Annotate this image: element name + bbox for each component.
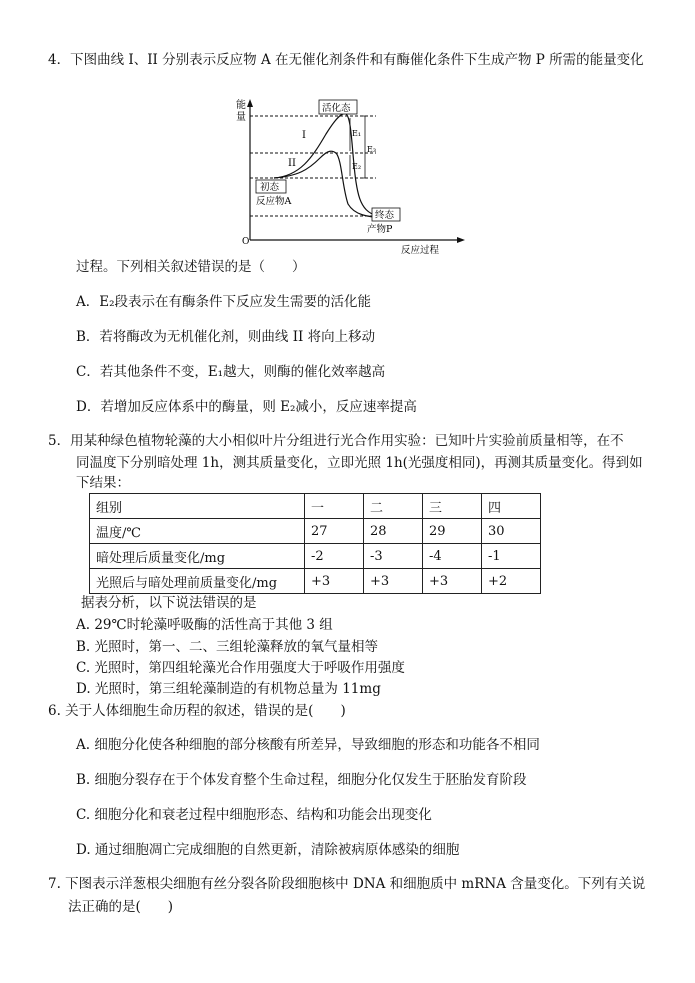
reactant-label: 反应物A	[256, 196, 292, 207]
q6-option-d: D. 通过细胞凋亡完成细胞的自然更新，清除被病原体感染的细胞	[76, 842, 460, 858]
q7-stem-line1: 7. 下图表示洋葱根尖细胞有丝分裂各阶段细胞核中 DNA 和细胞质中 mRNA 含量变化。下列有关说	[48, 876, 646, 892]
table-cell: 27	[305, 519, 364, 544]
table-cell: 29	[423, 519, 482, 544]
origin-label: O	[242, 237, 250, 247]
curve-I-label: I	[302, 130, 306, 141]
table-cell: +3	[305, 569, 364, 594]
x-axis-arrow	[457, 237, 465, 243]
e1-label: E₁	[352, 129, 362, 138]
table-cell: 四	[482, 494, 541, 519]
table-cell: 光照后与暗处理前质量变化/mg	[90, 569, 305, 594]
table-cell: 组别	[90, 494, 305, 519]
q4-option-a: A．E₂段表示在有酶条件下反应发生需要的活化能	[76, 294, 372, 310]
table-cell: 暗处理后质量变化/mg	[90, 544, 305, 569]
curve-II-label: II	[288, 158, 296, 169]
table-cell: 二	[364, 494, 423, 519]
final-state-label: 终态	[375, 210, 395, 221]
q5-lead: 据表分析，以下说法错误的是	[81, 595, 257, 611]
table-cell: 三	[423, 494, 482, 519]
q6-option-b: B. 细胞分裂存在于个体发育整个生命过程，细胞分化仅发生于胚胎发育阶段	[76, 772, 527, 788]
y-label-2: 量	[236, 112, 246, 123]
q5-stem-line1: 5．用某种绿色植物轮藻的大小相似叶片分组进行光合作用实验：已知叶片实验前质量相等，在不	[48, 433, 624, 449]
table-row	[90, 519, 541, 544]
e2-label: E₂	[352, 162, 362, 171]
initial-state-label: 初态	[260, 182, 280, 193]
y-axis-arrow	[247, 99, 253, 107]
q4-energy-diagram	[228, 96, 468, 258]
q4-stem-line1: 4．下图曲线 I、II 分别表示反应物 A 在无催化剂条件和有酶催化条件下生成产物 P 所需的能量变化	[48, 52, 644, 68]
q4-option-b: B．若将酶改为无机催化剂，则曲线 II 将向上移动	[76, 329, 376, 345]
table-row	[90, 569, 541, 594]
q4-stem-line2: 过程。下列相关叙述错误的是（ ）	[76, 259, 306, 275]
q6-option-c: C. 细胞分化和衰老过程中细胞形态、结构和功能会出现变化	[76, 807, 432, 823]
q4-option-d: D．若增加反应体系中的酶量，则 E₂减小，反应速率提高	[76, 399, 417, 415]
table-cell: +2	[482, 569, 541, 594]
table-cell: -4	[423, 544, 482, 569]
table-cell: -1	[482, 544, 541, 569]
table-cell: 30	[482, 519, 541, 544]
q4-option-c: C．若其他条件不变，E₁越大，则酶的催化效率越高	[76, 364, 386, 380]
table-cell: -2	[305, 544, 364, 569]
q5-option-d: D. 光照时，第三组轮藻制造的有机物总量为 11mg	[76, 681, 381, 697]
activated-state-label: 活化态	[322, 103, 351, 114]
q7-stem-line2: 法正确的是( )	[68, 899, 174, 915]
q5-stem-line2: 同温度下分别暗处理 1h，测其质量变化，立即光照 1h(光强度相同)，再测其质量变化。得到如	[76, 455, 643, 471]
q6-option-a: A. 细胞分化使各种细胞的部分核酸有所差异，导致细胞的形态和功能各不相同	[76, 737, 540, 753]
e3-label: E₃	[367, 145, 377, 154]
q5-results-table	[89, 493, 541, 594]
q5-option-c: C. 光照时，第四组轮藻光合作用强度大于呼吸作用强度	[76, 660, 405, 676]
q5-option-b: B. 光照时，第一、二、三组轮藻释放的氧气量相等	[76, 639, 379, 655]
table-cell: -3	[364, 544, 423, 569]
q5-stem-line3: 下结果：	[76, 475, 130, 491]
table-cell: 28	[364, 519, 423, 544]
y-label-1: 能	[236, 100, 246, 111]
table-cell: +3	[364, 569, 423, 594]
x-axis-label: 反应过程	[401, 245, 440, 256]
table-cell: 一	[305, 494, 364, 519]
q5-option-a: A. 29℃时轮藻呼吸酶的活性高于其他 3 组	[76, 617, 333, 633]
table-cell: +3	[423, 569, 482, 594]
q6-stem: 6. 关于人体细胞生命历程的叙述，错误的是( )	[48, 703, 346, 719]
product-label: 产物P	[367, 224, 393, 235]
table-row	[90, 544, 541, 569]
table-row	[90, 494, 541, 519]
table-cell: 温度/℃	[90, 519, 305, 544]
